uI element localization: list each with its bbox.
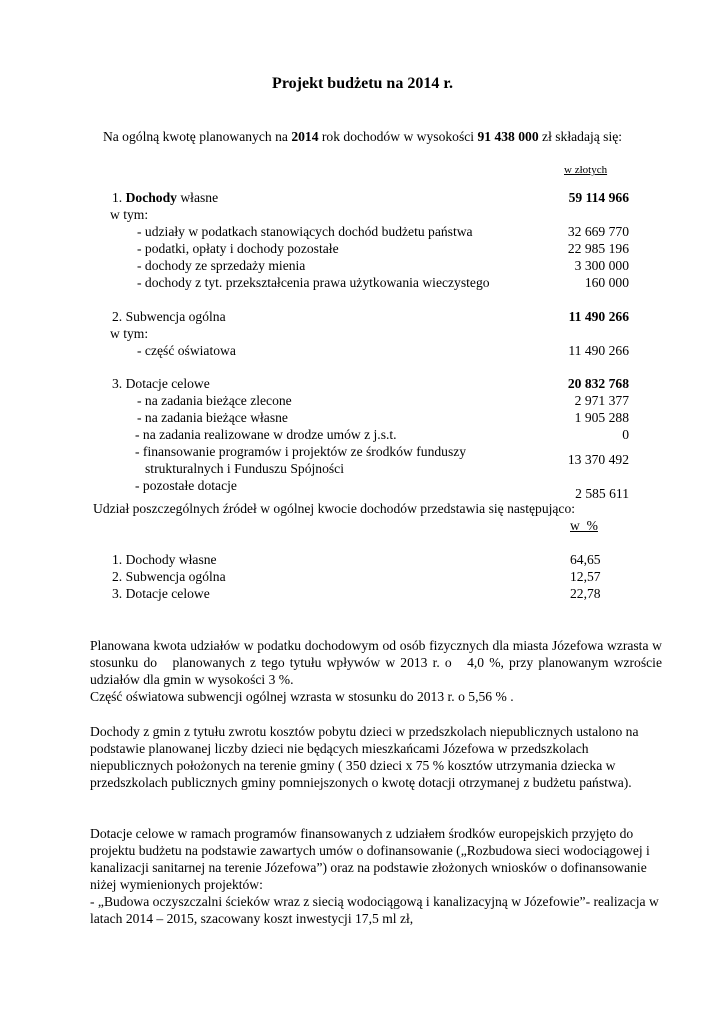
- paragraph-dochody-z-gmin: Dochody z gmin z tytułu zwrotu kosztów pobytu dzieci w przedszkolach niepublicznych ustalono na podstawie planowanej liczby dzieci nie będących mieszkańcami Józefowa w przedszkolach niepublicznych położonych na terenie gminy ( 350 dzieci x 75 % kosztów utrzymania dziecka w przedszkolach publicznych gminy pomniejszonych o kwotę dotacji otrzymanej z budżetu państwa).: [90, 724, 639, 790]
- share-item-label: 1. Dochody własne: [112, 552, 217, 567]
- section3-item-value: 1 905 288: [574, 410, 629, 425]
- section3-item-label: - na zadania realizowane w drodze umów z j.s.t.: [135, 427, 397, 442]
- intro-amount: 91 438 000: [477, 129, 539, 144]
- section1-item-value: 160 000: [584, 275, 629, 290]
- section1-wtym: w tym:: [110, 207, 149, 222]
- section3-item-value: 2 971 377: [574, 393, 629, 408]
- share-item-value: 12,57: [570, 569, 601, 584]
- intro-year: 2014: [291, 129, 319, 144]
- intro-before: Na ogólną kwotę planowanych na: [102, 129, 292, 144]
- section3-item-label-cont: strukturalnych i Funduszu Spójności: [145, 461, 344, 476]
- section3-item-value: 13 370 492: [567, 452, 629, 467]
- unit-label: w złotych: [564, 164, 608, 176]
- share-item-label: 2. Subwencja ogólna: [112, 569, 226, 584]
- page-title: Projekt budżetu na 2014 r.: [272, 75, 453, 92]
- share-item-value: 64,65: [570, 552, 601, 567]
- share-unit: w %: [570, 518, 598, 533]
- intro-sentence: [0, 128, 725, 145]
- section1-item-value: 32 669 770: [567, 224, 629, 239]
- section1-label: 1. Dochody własne: [112, 190, 219, 205]
- intro-after: zł składają się:: [538, 129, 623, 144]
- section1-item-label: - udziały w podatkach stanowiących dochód budżetu państwa: [137, 224, 473, 239]
- section3-item-label: - na zadania bieżące własne: [137, 410, 288, 425]
- section1-item-value: 22 985 196: [567, 241, 629, 256]
- section1-item-label: - podatki, opłaty i dochody pozostałe: [137, 241, 339, 256]
- section2-item-label: - część oświatowa: [137, 343, 236, 358]
- section2-total: 11 490 266: [568, 309, 629, 324]
- paragraph-udzialy: [90, 637, 666, 705]
- paragraph-udzialy-text: Planowana kwota udziałów w podatku dochodowym od osób fizycznych dla miasta Józefowa wzrasta w stosunku do planowanych z tego tytułu wpływów w 2013 r. o 4,0 %, przy planowanym wzroście udziałów dla gmin w wysokości 3 %.: [90, 638, 666, 687]
- intro-middle: rok dochodów w wysokości: [318, 129, 478, 144]
- section2-wtym: w tym:: [110, 326, 149, 341]
- section3-item-value: 2 585 611: [575, 486, 629, 501]
- section3-item-label: - na zadania bieżące zlecone: [137, 393, 292, 408]
- paragraph-dotacje-project: - „Budowa oczyszczalni ścieków wraz z siecią wodociągową i kanalizacyjną w Józefowie”- realizacja w latach 2014 – 2015, szacowany koszt inwestycji 17,5 ml zł,: [90, 894, 659, 926]
- section1-total: 59 114 966: [568, 190, 629, 205]
- share-heading: Udział poszczególnych źródeł w ogólnej kwocie dochodów przedstawia się następująco:: [93, 501, 576, 516]
- section3-item-label: - finansowanie programów i projektów ze środków funduszy: [135, 444, 467, 459]
- section1-item-label: - dochody ze sprzedaży mienia: [137, 258, 306, 273]
- section1-item-value: 3 300 000: [574, 258, 629, 273]
- section3-total: 20 832 768: [567, 376, 629, 391]
- section3-item-label: - pozostałe dotacje: [135, 478, 237, 493]
- share-item-label: 3. Dotacje celowe: [112, 586, 210, 601]
- paragraph-oswiatowa-text: Część oświatowa subwencji ogólnej wzrasta w stosunku do 2013 r. o 5,56 % .: [90, 689, 514, 704]
- share-item-value: 22,78: [570, 586, 601, 601]
- section1-item-label: - dochody z tyt. przekształcenia prawa użytkowania wieczystego: [137, 275, 490, 290]
- section3-item-value: 0: [622, 427, 629, 442]
- paragraph-dotacje: [90, 825, 662, 927]
- section2-item-value: 11 490 266: [568, 343, 629, 358]
- paragraph-dotacje-text: Dotacje celowe w ramach programów finansowanych z udziałem środków europejskich przyjęto do projektu budżetu na podstawie zawartych umów o dofinansowanie („Rozbudowa sieci wodociągowej i kanalizacji sanitarnej na terenie Józefowa”) oraz na podstawie złożonych wniosków o dofinansowanie niżej wymienionych projektów:: [90, 826, 650, 892]
- section3-label: 3. Dotacje celowe: [112, 376, 210, 391]
- section2-label: 2. Subwencja ogólna: [112, 309, 226, 324]
